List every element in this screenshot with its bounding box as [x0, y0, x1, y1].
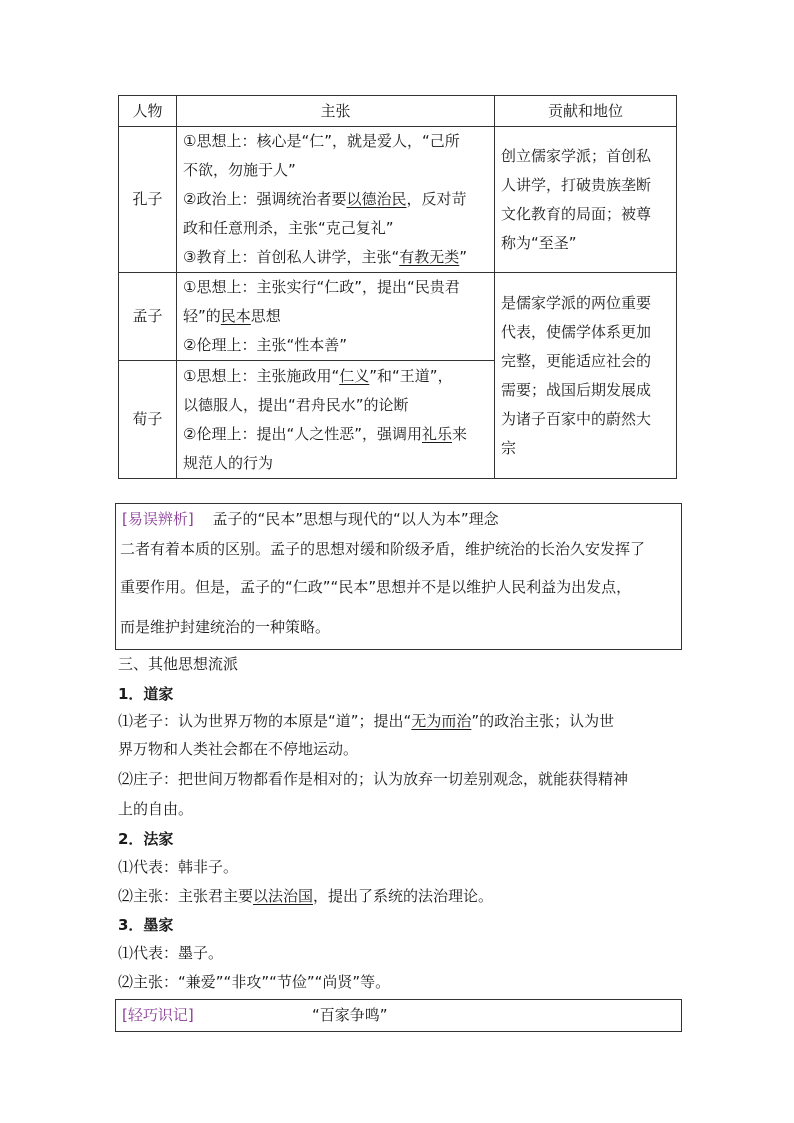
daojia-line: 上的自由。 [118, 800, 194, 818]
table-row-confucius [119, 127, 677, 273]
table-row-mencius [119, 273, 677, 361]
memory-title: “百家争鸣” [312, 1006, 388, 1024]
header-claims: 主张 [177, 96, 495, 127]
mojia-line: ⑵主张：“兼爱”“非攻”“节俭”“尚贤”等。 [118, 973, 391, 991]
contribution-line: 代表，使儒学体系更加 [501, 322, 652, 341]
claims-mencius [177, 273, 495, 361]
claim-line: ②伦理上：主张“性本善” [183, 336, 347, 354]
daojia-line: 界万物和人类社会都在不停地运动。 [118, 740, 359, 758]
claims-confucius [177, 127, 495, 273]
underlined-term: 以德治民 [346, 190, 407, 208]
claim-line: ①思想上：核心是“仁”，就是爱人，“己所 [183, 132, 460, 150]
mojia-line: ⑴代表：墨子。 [118, 944, 224, 962]
contribution-line: 是儒家学派的两位重要 [501, 293, 652, 312]
underlined-term: 无为而治 [411, 712, 472, 730]
contribution-confucius [495, 127, 677, 273]
person-xunzi: 荀子 [119, 361, 177, 479]
mojia-heading: 3．墨家 [118, 916, 174, 934]
daojia-heading: 1．道家 [118, 685, 174, 703]
contribution-mencius-xunzi [495, 273, 677, 479]
error-line: 二者有着本质的区别。孟子的思想对缓和阶级矛盾，维护统治的长治久安发挥了 [120, 540, 646, 558]
contribution-line: 文化教育的局面；被尊 [501, 204, 652, 223]
fajia-heading: 2．法家 [118, 830, 174, 848]
claim-line: 规范人的行为 [183, 453, 274, 472]
fajia-line: ⑵主张：主张君主要以法治国，提出了系统的法治理论。 [118, 887, 494, 905]
contribution-line: 称为“至圣” [501, 233, 577, 252]
fajia-line: ⑴代表：韩非子。 [118, 858, 239, 876]
error-analysis-box [115, 503, 682, 650]
header-contribution: 贡献和地位 [495, 96, 677, 127]
table-header-row [119, 96, 677, 127]
error-box-heading [122, 508, 499, 529]
claim-line: ②政治上：强调统治者要以德治民，反对苛 [183, 190, 467, 208]
underlined-term: 礼乐 [422, 424, 453, 443]
claim-line: ③教育上：首创私人讲学，主张“有教无类” [183, 248, 468, 266]
daojia-line: ⑵庄子：把世间万物都看作是相对的；认为放弃一切差别观念，就能获得精神 [118, 770, 629, 788]
claim-line: 以德服人，提出“君舟民水”的论断 [183, 395, 409, 414]
contribution-line: 完整，更能适应社会的 [501, 351, 652, 370]
person-confucius: 孔子 [119, 127, 177, 273]
contribution-line: 人讲学，打破贵族垄断 [501, 175, 652, 194]
underlined-term: 民本 [220, 307, 251, 325]
claims-xunzi [177, 361, 495, 479]
error-line: 重要作用。但是，孟子的“仁政”“民本”思想并不是以维护人民利益为出发点， [120, 578, 632, 596]
contribution-line: 创立儒家学派；首创私 [501, 146, 652, 165]
section-title: 三、其他思想流派 [118, 655, 239, 673]
contribution-line: 为诸子百家中的蔚然大 [501, 409, 652, 428]
claim-line: ①思想上：主张施政用“仁义”和“王道”， [183, 366, 453, 385]
contribution-line: 需要；战国后期发展成 [501, 380, 652, 399]
claim-line: ①思想上：主张实行“仁政”，提出“民贵君 [183, 278, 460, 296]
header-person: 人物 [119, 96, 177, 127]
underlined-term: 有教无类 [399, 248, 460, 266]
underlined-term: 以法治国 [253, 887, 314, 905]
error-tag: [易误辨析] [122, 510, 194, 528]
thinkers-table [118, 95, 677, 479]
claim-line: 轻”的民本思想 [183, 307, 281, 325]
underlined-term: 仁义 [339, 366, 370, 385]
claim-line: 不欲，勿施于人” [183, 161, 296, 179]
contribution-line: 宗 [501, 438, 517, 457]
claim-line: ②伦理上：提出“人之性恶”，强调用礼乐来 [183, 424, 468, 443]
daojia-line: ⑴老子：认为世界万物的本原是“道”；提出“无为而治”的政治主张；认为世 [118, 712, 615, 730]
error-title: 孟子的“民本”思想与现代的“以人为本”理念 [212, 510, 499, 528]
claim-line: 政和任意刑杀，主张“克己复礼” [183, 219, 394, 237]
memory-box [115, 999, 682, 1032]
error-line: 而是维护封建统治的一种策略。 [120, 618, 331, 636]
memory-tag: [轻巧识记] [122, 1006, 194, 1024]
person-mencius: 孟子 [119, 273, 177, 361]
